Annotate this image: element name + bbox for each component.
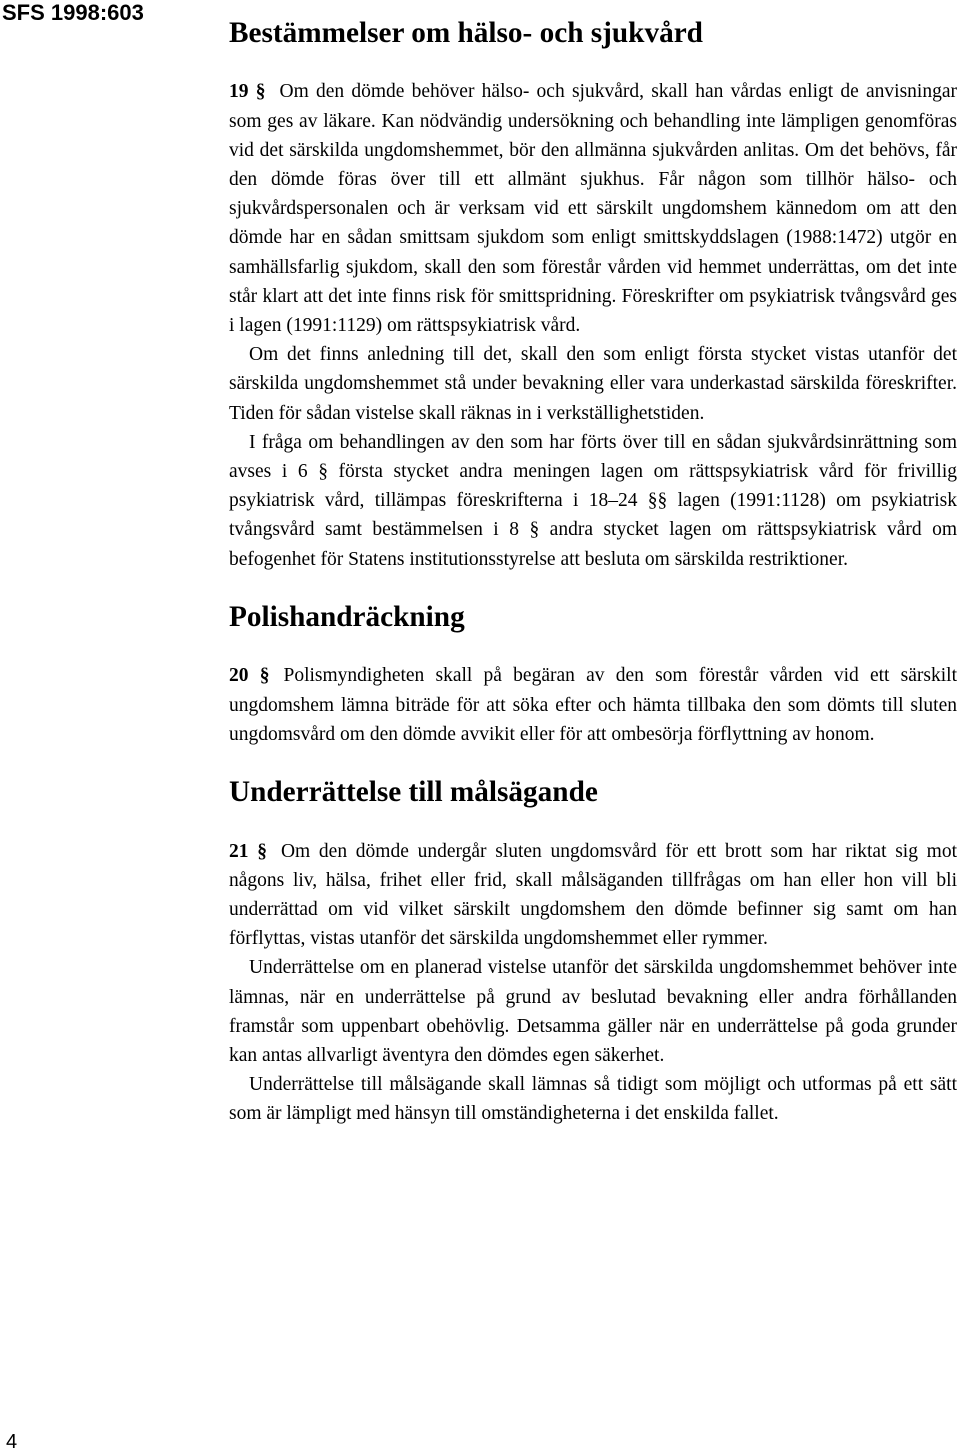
paragraph-21-second: Underrättelse om en planerad vistelse utanför det särskilda ungdomshemmet behöver inte lämnas, när en underrättelse på grund av beslutad bevakning eller andra förhållanden framstår som uppenbart obehövlig. Detsamma gäller när en underrättelse på goda grunder kan antas allvarligt äventyra den dömdes egen säkerhet. — [229, 957, 957, 1067]
paragraph-19-second: Om det finns anledning till det, skall den som enligt första stycket vistas utanför det särskilda ungdomshemmet stå under bevakning eller vara underkastad särskilda föreskrifter. Tiden för sådan vistelse skall räknas in i verkställighetstiden. — [229, 344, 957, 424]
section-heading-notification: Underrättelse till målsägande — [229, 776, 598, 809]
paragraph-21-third: Underrättelse till målsägande skall lämnas så tidigt som möjligt och utformas på ett sätt som är lämpligt med hänsyn till omständigheterna i det enskilda fallet. — [229, 1074, 957, 1125]
paragraph-20-first — [229, 661, 957, 749]
paragraph-19-third: I fråga om behandlingen av den som har förts över till en sådan sjukvårdsinrättning som avses i 6 § första stycket andra meningen lagen om rättspsykiatrisk vård för frivillig psykiatrisk vård, tillämpas föreskrifterna i 18–24 §§ lagen (1991:1128) om psykiatrisk tvångsvård samt bestämmelsen i 8 § andra stycket lagen om rättspsykiatrisk vård om befogenhet för Statens institutionsstyrelse att besluta om särskilda restriktioner. — [229, 431, 957, 570]
paragraph-21-first — [229, 837, 957, 954]
paragraph-21-text: Om den dömde undergår sluten ungdomsvård för ett brott som har riktat sig mot någons liv, hälsa, frihet eller frid, skall målsäganden tillfrågas om han eller hon vill bli underrättad om vid vilket särskilt ungdomshem den dömde befinner sig samt om han förflyttas, vistas utanför det särskilda ungdomshemmet eller rymmer. — [229, 840, 958, 950]
document-id: SFS 1998:603 — [2, 0, 144, 25]
document-body — [229, 19, 957, 1129]
section-number-21: 21 § — [229, 840, 267, 862]
page-number: 4 — [6, 1431, 18, 1453]
paragraph-20-text: Polismyndigheten skall på begäran av den som förestår vården vid ett särskilt ungdomshem lämna biträde för att söka efter och hämta tillbaka den som dömts till sluten ungdomsvård om den dömde avvikit eller för att ombesörja förflyttning av honom. — [229, 665, 957, 745]
section-heading-police-assistance: Polishandräckning — [229, 601, 465, 634]
paragraph-19-first — [229, 77, 957, 340]
section-heading-health-care: Bestämmelser om hälso- och sjukvård — [229, 17, 703, 49]
paragraph-19-text: Om den dömde behöver hälso- och sjukvård, skall han vårdas enligt de anvisningar som ges av läkare. Kan nödvändig undersökning och behandling inte lämpligen genomföras vid det särskilda ungdomshemmet, bör den allmänna sjukvården anlitas. Om det behövs, får den dömde föras över till ett allmänt sjukhus. Får någon som tillhör hälso- och sjukvårdspersonalen och är verksam vid ett särskilt ungdomshem kännedom om att den dömde har en sådan smittsam sjukdom som enligt smittskyddslagen (1988:1472) utgör en samhällsfarlig sjukdom, skall den som förestår vården vid hemmet underrättas, om det inte står klart att det inte finns risk för smittspridning. Föreskrifter om psykiatrisk tvångsvård ges i lagen (1991:1129) om rättspsykiatrisk vård. — [229, 81, 957, 337]
section-number-20: 20 § — [229, 665, 270, 687]
section-number-19: 19 § — [229, 81, 266, 103]
